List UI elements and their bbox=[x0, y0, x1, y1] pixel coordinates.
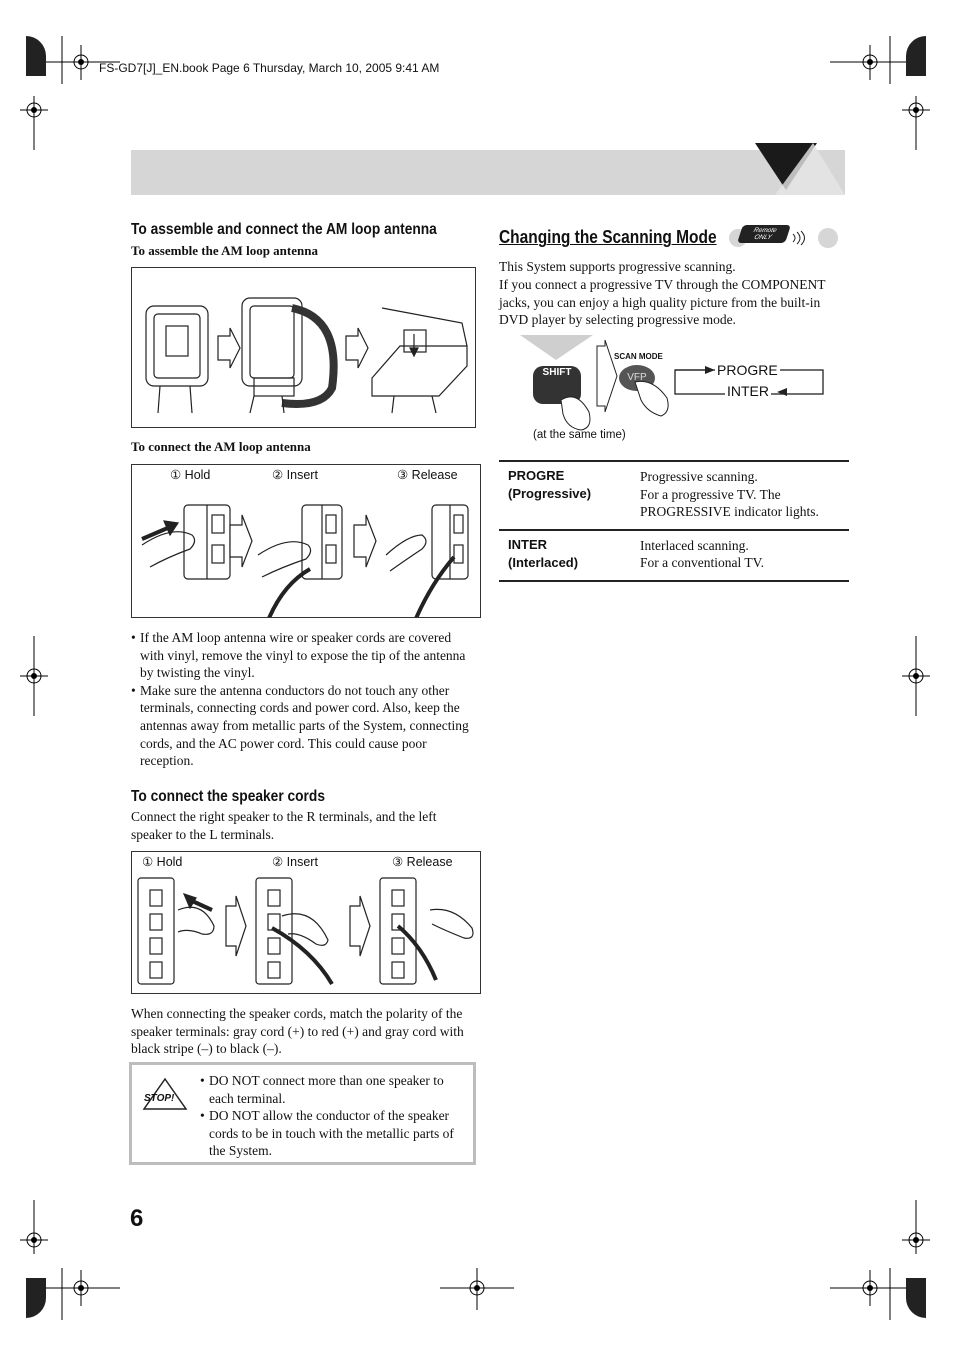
inter-desc-2: For a conventional TV. bbox=[640, 555, 764, 571]
mode-progre: PROGRE bbox=[508, 468, 565, 483]
antenna-notes bbox=[131, 629, 477, 770]
warning-box bbox=[129, 1062, 476, 1165]
mode-inter-full: (Interlaced) bbox=[508, 554, 579, 570]
scan-intro-2: If you connect a progressive TV through the COMPONENT jacks, you can enjoy a high quality picture from the built-in DVD player by selecting progressive mode. bbox=[499, 277, 826, 328]
mode-progre-full: (Progressive) bbox=[508, 486, 592, 501]
table-desc bbox=[640, 461, 849, 530]
scan-mode-diagram bbox=[505, 332, 845, 447]
table-row bbox=[499, 461, 849, 530]
warning-item-one-speaker: • DO NOT connect more than one speaker to each terminal. bbox=[200, 1072, 468, 1107]
scanning-mode-title: Changing the Scanning Mode bbox=[499, 227, 717, 247]
header-triangle-icon bbox=[755, 140, 847, 196]
remote-badge-line1: Remote bbox=[752, 227, 778, 234]
stop-label: STOP! bbox=[144, 1093, 175, 1104]
remote-only-badge bbox=[737, 225, 791, 243]
am-terminal-illustration bbox=[132, 485, 480, 617]
assemble-subheading: To assemble the AM loop antenna bbox=[131, 243, 318, 258]
polarity-text: When connecting the speaker cords, match the polarity of the speaker terminals: gray cord (+) to red (+) and gray cord with black stripe (–) to black (–). bbox=[131, 1006, 464, 1057]
am-step-insert: ② Insert bbox=[272, 468, 318, 482]
table-desc bbox=[640, 530, 849, 581]
warning-list bbox=[200, 1072, 468, 1160]
table-row bbox=[499, 530, 849, 581]
progre-option: PROGRE bbox=[717, 362, 778, 378]
speaker-terminal-illustration bbox=[132, 870, 480, 993]
progre-desc-1: Progressive scanning. bbox=[640, 469, 758, 484]
speaker-step-release: ③ Release bbox=[392, 855, 453, 869]
am-assemble-figure bbox=[131, 267, 476, 428]
table-key bbox=[499, 530, 640, 581]
header-bar bbox=[131, 150, 845, 195]
file-info: FS-GD7[J]_EN.book Page 6 Thursday, March 10, 2005 9:41 AM bbox=[99, 61, 440, 75]
progre-desc-2: For a progressive TV. The PROGRESSIVE indicator lights. bbox=[640, 486, 819, 520]
vfp-button[interactable]: VFP bbox=[627, 372, 647, 383]
speaker-step-insert: ② Insert bbox=[272, 855, 318, 869]
speaker-step-hold: ① Hold bbox=[142, 855, 183, 869]
speaker-cords-text: Connect the right speaker to the R terminals, and the left speaker to the L terminals. bbox=[131, 809, 437, 842]
page-number: 6 bbox=[130, 1205, 144, 1232]
scan-mode-label: SCAN MODE bbox=[614, 352, 663, 361]
inter-option: INTER bbox=[727, 383, 769, 399]
shift-button[interactable]: SHIFT bbox=[542, 367, 572, 378]
scan-mode-table bbox=[499, 460, 849, 582]
scan-intro-1: This System supports progressive scanning. bbox=[499, 259, 736, 274]
am-antenna-title: To assemble and connect the AM loop antenna bbox=[131, 221, 437, 238]
remote-badge-line2: ONLY bbox=[753, 234, 773, 241]
speaker-connect-figure bbox=[131, 851, 481, 994]
antenna-note-conductors: • Make sure the antenna conductors do not touch any other terminals, connecting cords and power cord. Also, keep the antennas away from metallic parts of the System, connecting cords, and the AC power cord. This could cause poor reception. bbox=[131, 682, 477, 770]
connect-subheading: To connect the AM loop antenna bbox=[131, 439, 311, 454]
am-antenna-illustration bbox=[132, 268, 475, 427]
mode-inter: INTER bbox=[508, 536, 547, 552]
inter-desc-1: Interlaced scanning. bbox=[640, 537, 749, 553]
am-step-release: ③ Release bbox=[397, 468, 458, 482]
antenna-note-vinyl: • If the AM loop antenna wire or speaker cords are covered with vinyl, remove the vinyl to expose the tip of the antenna by twisting the vinyl. bbox=[131, 629, 477, 682]
same-time-note: (at the same time) bbox=[533, 429, 626, 441]
signal-waves-icon bbox=[790, 230, 808, 246]
speaker-cords-title: To connect the speaker cords bbox=[131, 788, 325, 805]
am-step-hold: ① Hold bbox=[170, 468, 211, 482]
table-key bbox=[499, 461, 640, 530]
am-connect-figure bbox=[131, 464, 481, 618]
warning-item-conductor: • DO NOT allow the conductor of the speaker cords to be in touch with the metallic parts of the System. bbox=[200, 1107, 468, 1160]
